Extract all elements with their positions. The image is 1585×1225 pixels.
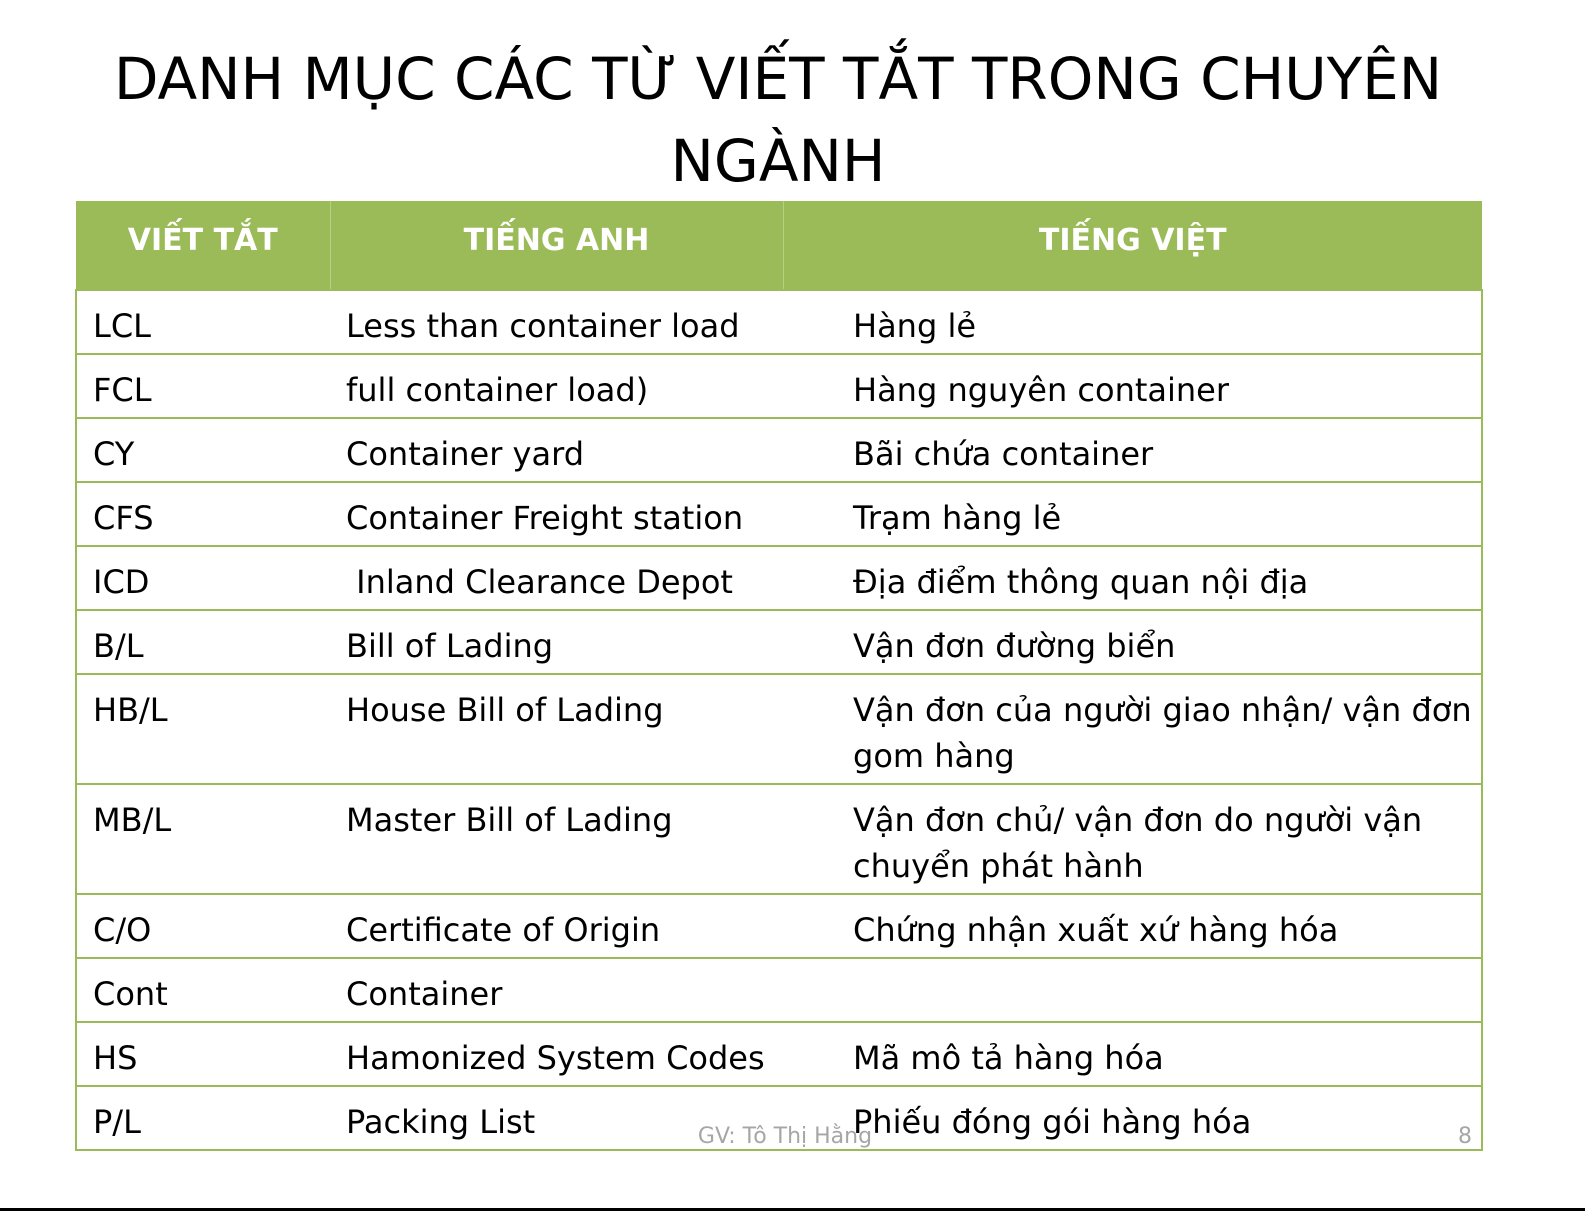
cell-english: Less than container load <box>330 290 783 354</box>
header-vietnamese: TIẾNG VIỆT <box>783 201 1482 290</box>
cell-vietnamese: Trạm hàng lẻ <box>783 482 1482 546</box>
table-row <box>76 894 1482 958</box>
cell-abbreviation: MB/L <box>76 784 330 894</box>
cell-abbreviation: CFS <box>76 482 330 546</box>
cell-english: Inland Clearance Depot <box>330 546 783 610</box>
cell-english: Bill of Lading <box>330 610 783 674</box>
cell-vietnamese: Hàng nguyên container <box>783 354 1482 418</box>
cell-abbreviation: B/L <box>76 610 330 674</box>
cell-vietnamese: Vận đơn đường biển <box>783 610 1482 674</box>
cell-abbreviation: ICD <box>76 546 330 610</box>
header-english: TIẾNG ANH <box>330 201 783 290</box>
table-row <box>76 418 1482 482</box>
cell-english: Master Bill of Lading <box>330 784 783 894</box>
cell-abbreviation: HS <box>76 1022 330 1086</box>
table-row <box>76 958 1482 1022</box>
cell-vietnamese: Vận đơn chủ/ vận đơn do người vận chuyển phát hành <box>783 784 1482 894</box>
table-row <box>76 482 1482 546</box>
cell-english: Certificate of Origin <box>330 894 783 958</box>
cell-english: full container load) <box>330 354 783 418</box>
table-row <box>76 784 1482 894</box>
cell-english: Container <box>330 958 783 1022</box>
cell-abbreviation: HB/L <box>76 674 330 784</box>
cell-vietnamese: Phiếu đóng gói hàng hóa <box>783 1086 1482 1150</box>
table-row <box>76 290 1482 354</box>
cell-abbreviation: FCL <box>76 354 330 418</box>
cell-vietnamese: Hàng lẻ <box>783 290 1482 354</box>
cell-vietnamese: Bãi chứa container <box>783 418 1482 482</box>
cell-english: Container yard <box>330 418 783 482</box>
abbreviation-table-container <box>75 201 1481 1151</box>
table-header-row <box>76 201 1482 290</box>
cell-english: Packing List <box>330 1086 783 1150</box>
bottom-divider <box>0 1208 1585 1211</box>
cell-abbreviation: CY <box>76 418 330 482</box>
cell-vietnamese: Vận đơn của người giao nhận/ vận đơn gom hàng <box>783 674 1482 784</box>
page-number: 8 <box>1458 1124 1472 1149</box>
cell-vietnamese: Mã mô tả hàng hóa <box>783 1022 1482 1086</box>
cell-abbreviation: LCL <box>76 290 330 354</box>
table-row <box>76 610 1482 674</box>
footer-author: GV: Tô Thị Hằng <box>697 1124 873 1149</box>
cell-english: Hamonized System Codes <box>330 1022 783 1086</box>
table-row <box>76 1022 1482 1086</box>
cell-vietnamese <box>783 958 1482 1022</box>
cell-abbreviation: C/O <box>76 894 330 958</box>
abbreviation-table <box>75 201 1483 1151</box>
slide-title: DANH MỤC CÁC TỪ VIẾT TẮT TRONG CHUYÊN NGÀNH <box>113 45 1443 195</box>
table-row <box>76 674 1482 784</box>
table-row <box>76 546 1482 610</box>
cell-abbreviation: Cont <box>76 958 330 1022</box>
cell-vietnamese: Chứng nhận xuất xứ hàng hóa <box>783 894 1482 958</box>
cell-abbreviation: P/L <box>76 1086 330 1150</box>
cell-english: Container Freight station <box>330 482 783 546</box>
header-abbreviation: VIẾT TẮT <box>76 201 330 290</box>
cell-vietnamese: Địa điểm thông quan nội địa <box>783 546 1482 610</box>
table-row <box>76 354 1482 418</box>
cell-english: House Bill of Lading <box>330 674 783 784</box>
